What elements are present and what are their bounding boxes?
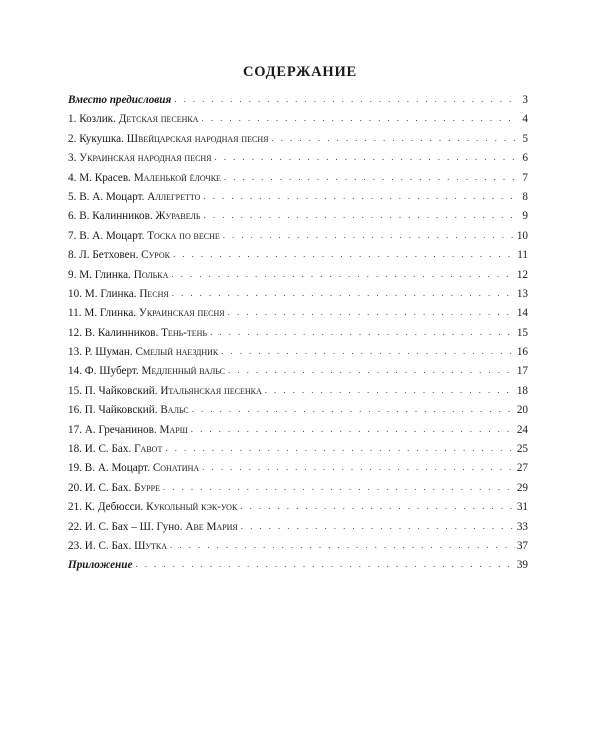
toc-entry-title: Аве Мария [185, 520, 238, 533]
toc-entry-label [68, 404, 189, 416]
toc-entry [68, 269, 528, 288]
toc-entry [68, 443, 528, 462]
toc-entry-label [68, 443, 162, 455]
toc-entry [68, 327, 528, 346]
toc-entry-title: Швейцарская народная песня [126, 132, 269, 145]
toc-entry-page-number: 5 [522, 132, 528, 145]
toc-entry-label [68, 172, 221, 184]
toc-entry-page-number: 4 [522, 113, 528, 126]
toc-entry-author: 14. Ф. Шуберт. [68, 365, 142, 378]
toc-entry [68, 404, 528, 423]
toc-entry [68, 230, 528, 249]
toc-entry-author: 23. И. С. Бах. [68, 539, 135, 552]
toc-entry-author: 2. Кукушка. [68, 132, 127, 145]
toc-entry-page-number: 9 [522, 210, 528, 223]
toc-entry-title: Вместо предисловия [68, 94, 172, 106]
toc-entry [68, 540, 528, 559]
toc-entry [68, 133, 528, 152]
toc-entry-label [68, 210, 201, 222]
toc-entry-page-number: 24 [516, 423, 528, 436]
toc-entry-label [68, 152, 212, 164]
toc-entry-title: Песня [139, 287, 169, 300]
dot-leader [241, 521, 515, 531]
toc-entry-author: 15. П. Чайковский. [68, 384, 161, 397]
dot-leader [192, 404, 515, 414]
toc-entry [68, 501, 528, 520]
page-title: СОДЕРЖАНИЕ [242, 64, 358, 80]
toc-entry-page-number: 15 [516, 326, 528, 339]
dot-leader [215, 152, 516, 162]
toc-entry-author: 7. В. А. Моцарт. [68, 229, 148, 242]
toc-entry-page-number: 10 [516, 229, 528, 242]
toc-entry-title: Маленькой ёлочке [133, 171, 221, 184]
toc-entry-label [68, 462, 199, 474]
toc-entry-label [68, 385, 262, 397]
toc-entry [68, 424, 528, 443]
toc-entry-title: Журавель [155, 210, 201, 223]
toc-entry-author: 17. А. Гречанинов. [68, 423, 160, 436]
toc-entry-author: 22. И. С. Бах – Ш. Гуно. [68, 520, 186, 533]
toc-entry-author: 16. П. Чайковский. [68, 404, 161, 417]
toc-entry [68, 249, 528, 268]
toc-entry-author: 4. М. Красев. [68, 171, 134, 184]
toc-entry-page-number: 13 [516, 287, 528, 300]
toc-entry-page-number: 7 [522, 171, 528, 184]
toc-entry-title: Тоска по весне [147, 229, 220, 242]
toc-entry [68, 172, 528, 191]
toc-entry-page-number: 16 [516, 346, 528, 359]
toc-entry [68, 482, 528, 501]
toc-entry-author: 18. И. С. Бах. [68, 443, 135, 456]
toc-entry-author: 6. В. Калинников. [68, 210, 156, 223]
toc-entry-title: Сонатина [152, 462, 200, 475]
toc-entry-page-number: 29 [516, 481, 528, 494]
dot-leader [191, 424, 515, 434]
dot-leader [223, 230, 515, 240]
toc-entry-author: 8. Л. Бетховен. [68, 249, 142, 262]
dot-leader [221, 346, 515, 356]
toc-entry-label [68, 191, 200, 203]
toc-entry-page-number: 11 [517, 249, 528, 262]
dot-leader [228, 307, 515, 317]
toc-entry-label [68, 559, 132, 571]
dot-leader [240, 501, 515, 511]
dot-leader [173, 249, 515, 259]
toc-entry-label [68, 269, 168, 281]
toc-entry-page-number: 31 [516, 501, 528, 514]
toc-entry-page-number: 25 [516, 443, 528, 456]
toc-entry-page-number: 27 [516, 462, 528, 475]
toc-entry-title: Гавот [134, 443, 163, 456]
toc-entry-author: 9. М. Глинка. [68, 268, 134, 281]
dot-leader [171, 269, 514, 279]
toc-entry-label [68, 113, 198, 125]
dot-leader [163, 482, 515, 492]
toc-entry-author: 5. В. А. Моцарт. [68, 190, 148, 203]
toc-entry-title: Шутка [134, 539, 168, 552]
dot-leader [210, 327, 515, 337]
toc-entry-title: Украинская песня [138, 307, 225, 320]
dot-leader [228, 365, 515, 375]
toc-entry-title: Полька [133, 268, 169, 281]
dot-leader [201, 113, 516, 123]
toc-entry-title: Бурре [134, 481, 160, 494]
table-of-contents [68, 94, 528, 579]
toc-entry-label [68, 230, 220, 242]
toc-entry-page-number: 3 [522, 94, 528, 106]
toc-entry [68, 462, 528, 481]
toc-entry-label [68, 307, 225, 319]
toc-entry-page-number: 14 [516, 307, 528, 320]
toc-entry-title: Марш [159, 423, 188, 436]
toc-entry-title: Приложение [68, 559, 133, 572]
toc-entry-author: 20. И. С. Бах. [68, 481, 135, 494]
dot-leader [170, 540, 515, 550]
toc-entry [68, 346, 528, 365]
toc-entry-label [68, 249, 170, 261]
toc-entry-label [68, 133, 268, 145]
toc-entry [68, 152, 528, 171]
toc-entry-label [68, 288, 169, 300]
dot-leader [174, 94, 516, 104]
toc-entry-author: 19. В. А. Моцарт. [68, 462, 153, 475]
toc-entry-label [68, 540, 167, 552]
toc-entry-author: 13. Р. Шуман. [68, 346, 136, 359]
toc-entry-title: Тень-тень [161, 326, 208, 339]
dot-leader [224, 172, 516, 182]
toc-entry [68, 559, 528, 578]
toc-entry [68, 94, 528, 113]
dot-leader [172, 288, 515, 298]
toc-entry-author: 1. Козлик. [68, 113, 119, 126]
dot-leader [165, 443, 514, 453]
dot-leader [271, 133, 516, 143]
dot-leader [265, 385, 515, 395]
toc-entry [68, 385, 528, 404]
toc-entry-title: Украинская народная песня [79, 152, 212, 165]
toc-entry-title: Детская песенка [118, 113, 199, 126]
toc-entry-page-number: 20 [516, 404, 528, 417]
toc-entry [68, 365, 528, 384]
toc-entry-title: Медленный вальс [141, 365, 226, 378]
dot-leader [135, 559, 514, 569]
toc-entry-label [68, 365, 225, 377]
toc-entry-title: Итальянская песенка [160, 384, 262, 397]
toc-entry-author: 21. К. Дебюсси. [68, 501, 147, 514]
toc-entry-label [68, 501, 237, 513]
toc-entry-page-number: 17 [516, 365, 528, 378]
toc-entry-page-number: 18 [516, 384, 528, 397]
toc-entry [68, 307, 528, 326]
toc-entry-title: Аллегретто [147, 190, 201, 203]
toc-entry-page-number: 33 [516, 520, 528, 533]
dot-leader [204, 210, 516, 220]
toc-entry-page-number: 39 [516, 559, 528, 572]
toc-entry [68, 113, 528, 132]
toc-entry-label [68, 327, 207, 339]
toc-entry-label [68, 521, 238, 533]
toc-entry-title: Кукольный кэк-уок [146, 501, 238, 514]
toc-entry-author: 3. [68, 152, 80, 165]
toc-entry-title: Смелый наездник [135, 346, 219, 359]
dot-leader [203, 191, 516, 201]
toc-entry-page-number: 37 [516, 539, 528, 552]
toc-entry [68, 521, 528, 540]
toc-entry [68, 191, 528, 210]
toc-entry-page-number: 6 [522, 152, 528, 165]
toc-entry-title: Вальс [160, 404, 189, 417]
toc-entry-author: 10. М. Глинка. [68, 287, 140, 300]
toc-entry-author: 12. В. Калинников. [68, 326, 162, 339]
toc-entry [68, 288, 528, 307]
toc-entry-title: Сурок [141, 249, 170, 262]
toc-entry-label [68, 424, 188, 436]
toc-entry-label [68, 482, 160, 494]
toc-entry-label [68, 346, 218, 358]
toc-entry-author: 11. М. Глинка. [68, 307, 139, 320]
toc-entry-label [68, 94, 171, 106]
toc-entry-page-number: 12 [516, 268, 528, 281]
dot-leader [202, 462, 515, 472]
toc-entry-page-number: 8 [522, 190, 528, 203]
toc-entry [68, 210, 528, 229]
